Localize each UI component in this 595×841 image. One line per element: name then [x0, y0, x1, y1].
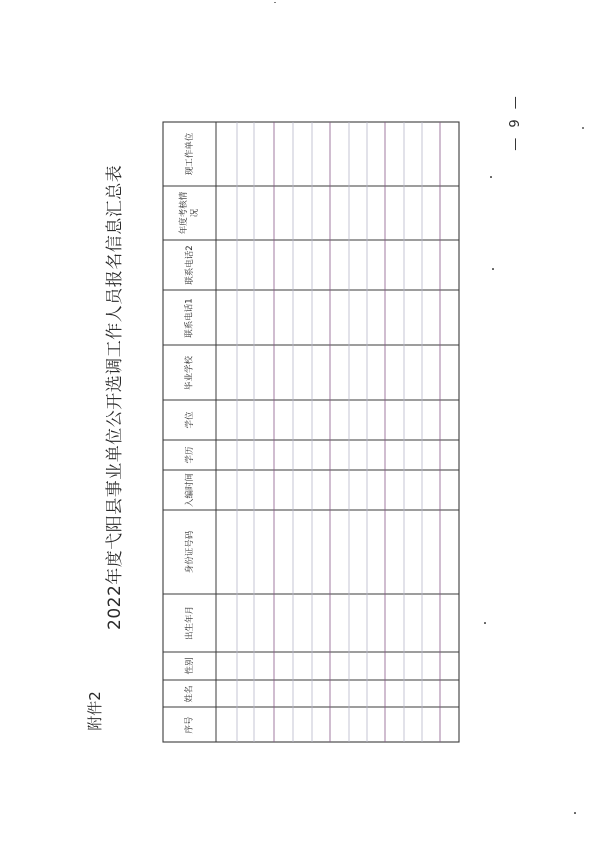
header-cell: 出生年月: [184, 606, 194, 641]
scan-speck: [490, 176, 492, 178]
header-cell: 联系电话1: [184, 297, 194, 338]
page-number: — 9 —: [508, 93, 523, 151]
scan-speck: [574, 812, 576, 814]
header-cell: 年度考核情况: [178, 191, 200, 235]
header-cell: 身份证号码: [184, 530, 194, 574]
header-cell: 性别: [184, 657, 194, 675]
scan-speck: [582, 127, 584, 129]
scan-speck: [484, 622, 486, 624]
header-cell: 序号: [184, 716, 194, 734]
header-cell: 联系电话2: [184, 245, 194, 285]
header-cell: 毕业学校: [184, 355, 194, 390]
header-cell: 学历: [184, 446, 194, 464]
header-cell: 现工作单位: [184, 132, 194, 176]
header-cell: 姓名: [184, 685, 194, 703]
scan-speck: [274, 2, 276, 3]
scan-speck: [492, 268, 494, 270]
document-title: 2022年度弋阳县事业单位公开选调工作人员报名信息汇总表: [105, 164, 125, 630]
header-cell: 学位: [184, 411, 194, 429]
attachment-label: 附件2: [86, 691, 104, 731]
header-cell: 入编时间: [184, 473, 194, 508]
